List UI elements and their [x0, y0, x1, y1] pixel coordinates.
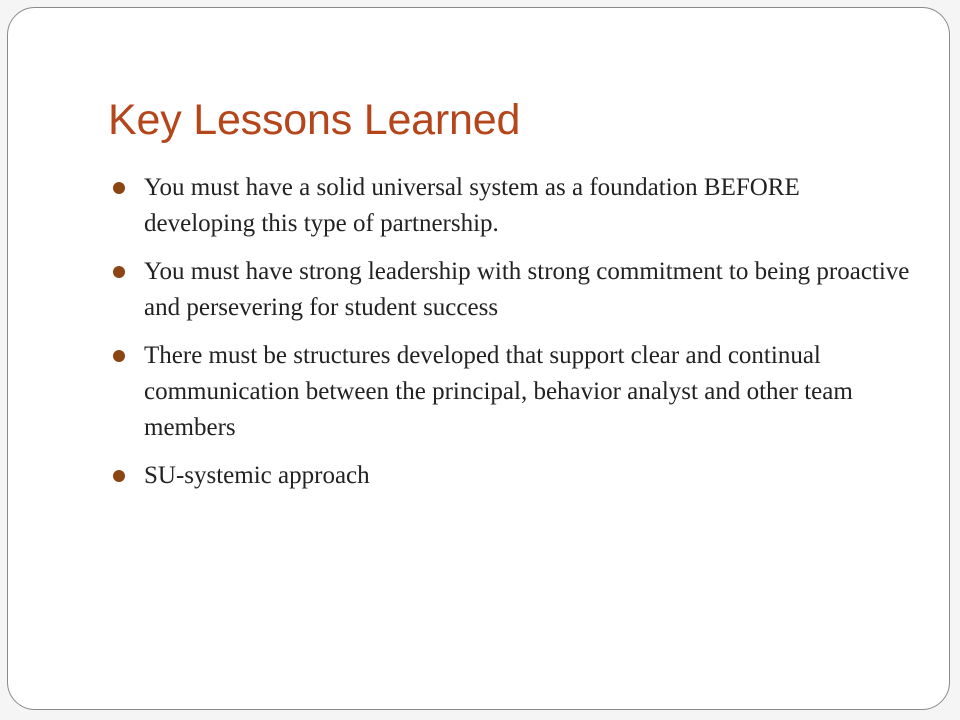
bullet-text: There must be structures developed that support clear and continual communication between the principal, behavior analyst and other team members	[144, 342, 853, 441]
bullet-dot-icon	[113, 350, 125, 362]
bullet-item	[108, 170, 913, 242]
bullet-item	[108, 254, 913, 326]
bullet-dot-icon	[113, 182, 125, 194]
bullet-dot-icon	[113, 266, 125, 278]
bullet-list	[108, 170, 913, 494]
bullet-item	[108, 458, 913, 494]
bullet-dot-icon	[113, 470, 125, 482]
slide-title: Key Lessons Learned	[108, 96, 521, 144]
bullet-text: You must have a solid universal system as a foundation BEFORE developing this type of partnership.	[144, 174, 800, 237]
bullet-text: SU-systemic approach	[144, 462, 370, 489]
bullet-item	[108, 338, 913, 446]
bullet-text: You must have strong leadership with strong commitment to being proactive and persevering for student success	[144, 258, 910, 321]
slide-canvas	[7, 7, 950, 710]
